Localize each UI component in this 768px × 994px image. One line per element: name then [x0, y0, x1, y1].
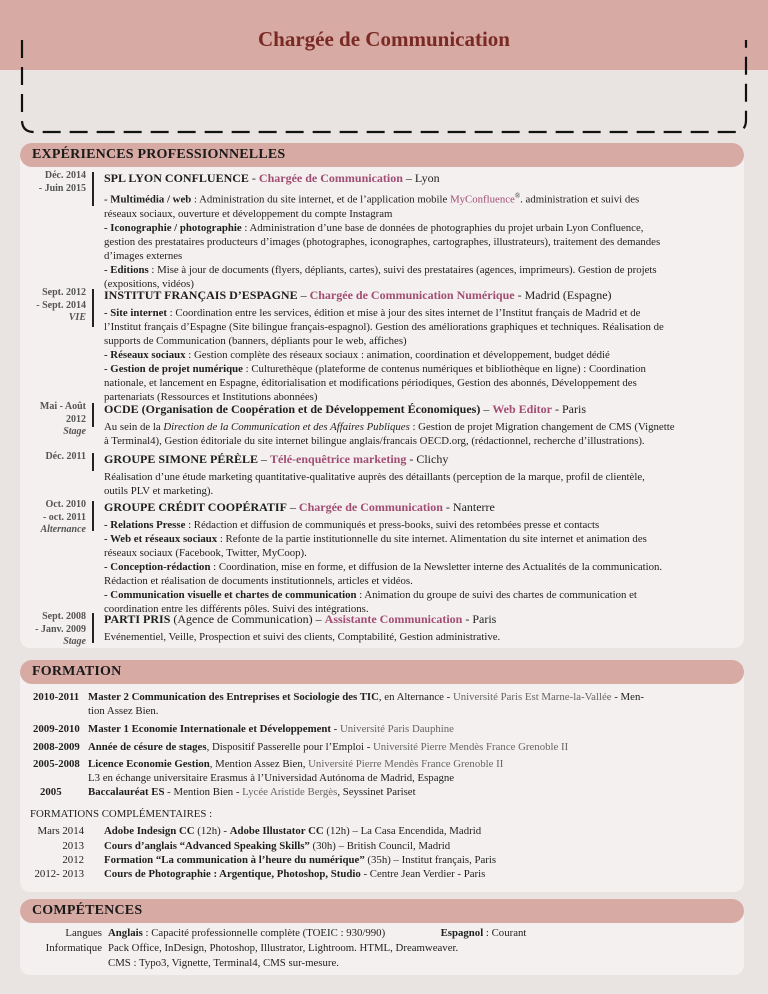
- formation-year: 2005-2008: [33, 758, 80, 770]
- date-divider: [92, 501, 94, 531]
- company-name: GROUPE SIMONE PÉRÈLE: [104, 452, 259, 466]
- formation-line-2: tion Assez Bien.: [88, 705, 159, 717]
- formation-text: [88, 740, 728, 754]
- formation-comp-year: 2012- 2013: [34, 868, 84, 880]
- title-separator: (Agence de Communication) –: [170, 612, 325, 626]
- section-experiences: EXPÉRIENCES PROFESSIONNELLES: [20, 143, 744, 167]
- line-text: : Rédaction et diffusion de communiqués et press-books, suivi des retombées presse et contacts: [185, 519, 600, 531]
- date-end: - Juin 2015: [38, 182, 86, 194]
- formation-line: [88, 690, 728, 704]
- formation-comp-year: 2012: [62, 854, 84, 866]
- contract-type: Alternance: [40, 524, 86, 535]
- formation-year: 2005: [40, 786, 62, 798]
- experience-line: d’images externes: [104, 249, 183, 262]
- line-italic: Direction de la Communication et des Affaires Publiques: [163, 421, 410, 433]
- line-text: : Coordination, mise en forme, et diffusion de la Newsletter interne des Actualités de la communication.: [210, 561, 663, 573]
- title-separator: -: [462, 612, 473, 626]
- date-end: - oct. 2011: [42, 511, 86, 523]
- formation-year: 2010-2011: [33, 691, 80, 703]
- experience-body: [104, 611, 734, 644]
- experience-line: à Terminal4), Gestion éditoriale du site internet bilingue anglais/francais OECD.org, (rédactionnel, recherche d’illustrations).: [104, 435, 645, 447]
- formation-line: [88, 785, 728, 799]
- title-separator: –: [258, 452, 271, 466]
- company-name: OCDE (Organisation de Coopération et de Développement Économiques): [104, 402, 481, 416]
- degree-detail: - Mention Bien -: [164, 786, 243, 798]
- line-label: - Relations Presse: [104, 519, 186, 531]
- experience-body: [104, 287, 734, 404]
- anglais-label: Anglais: [108, 927, 143, 939]
- school-name: Université Paris Est Marne-la-Vallée: [452, 691, 612, 703]
- formation-year: 2009-2010: [33, 723, 80, 735]
- title-separator: –: [297, 288, 310, 302]
- contract-type: Stage: [63, 426, 86, 437]
- date-end: - Sept. 2014: [36, 299, 86, 311]
- date-divider: [92, 453, 94, 471]
- date-end: - Janv. 2009: [35, 623, 86, 635]
- title-separator: -: [406, 452, 417, 466]
- experience-title: [104, 287, 734, 303]
- line-text: : Administration d’une base de données de photographies du projet urbain Lyon Confluence,: [241, 221, 644, 234]
- degree-name: Licence Economie Gestion: [88, 758, 210, 770]
- title-separator: -: [248, 171, 259, 185]
- experience-date: [24, 170, 86, 195]
- line-label: - Iconographie / photographie: [104, 221, 242, 234]
- course-name: Formation “La communication à l’heure du numérique”: [104, 854, 365, 866]
- line-text: : Refonte de la partie institutionnelle du site internet. Alimentation du site internet et animation des: [217, 533, 647, 545]
- experience-line: [104, 420, 734, 434]
- experience-line: l’Institut français d’Espagne (Site bilingue français-espagnol). Gestion des améliorations graphiques et techniques. Réalisation de: [104, 321, 664, 333]
- company-name: PARTI PRIS: [104, 612, 171, 626]
- course-detail: (30h) – British Council, Madrid: [309, 840, 451, 852]
- course-name: Cours de Photographie : Argentique, Photoshop, Studio: [104, 868, 361, 880]
- formation-year: 2008-2009: [33, 741, 80, 753]
- formation-comp-text: [104, 867, 724, 881]
- experience-line: [104, 518, 734, 532]
- line-label: - Communication visuelle et chartes de communication: [104, 589, 357, 601]
- experience-line: Evénementiel, Veille, Prospection et suivi des clients, Comptabilité, Gestion administrative.: [104, 631, 501, 643]
- course-detail: (12h) -: [194, 825, 230, 837]
- title-separator: -: [552, 402, 562, 416]
- experience-line: [104, 560, 734, 574]
- line-label: - Multimédia / web: [104, 193, 192, 206]
- title-separator: -: [514, 288, 525, 302]
- experience-line: Rédaction et réalisation de documents institutionnels, articles et vidéos.: [104, 575, 413, 587]
- line-label: - Site internet: [104, 307, 167, 319]
- degree-tail: - Men-: [611, 691, 644, 703]
- title-separator: -: [442, 500, 453, 514]
- job-role: Télé-enquêtrice marketing: [270, 452, 407, 466]
- informatique-label: Informatique: [45, 942, 102, 954]
- experience-line: [104, 588, 734, 602]
- date-divider: [92, 613, 94, 643]
- school-name: Université Pierre Mendès France Grenoble II: [308, 758, 504, 770]
- line-text: : Gestion complète des réseaux sociaux : animation, coordination et développement, budget dédié: [185, 349, 610, 361]
- line-text: : Coordination entre les services, édition et mise à jour des sites internet de l’Institut français de Madrid et de: [166, 307, 641, 319]
- experience-line: Réalisation d’une étude marketing quantitative-qualitative auprès des détaillants (perception de la marque, profil de clientèle,: [104, 471, 645, 483]
- job-location: Paris: [562, 402, 586, 416]
- experience-line: [104, 263, 734, 277]
- job-location: Nanterre: [452, 500, 495, 514]
- title-separator: –: [402, 171, 415, 185]
- school-name: Lycée Aristide Bergès: [242, 786, 338, 798]
- line-text: : Animation du groupe de suivi des chartes de communication et: [356, 589, 637, 601]
- line-text: : Mise à jour de documents (flyers, dépliants, cartes), suivi des prestataires (agences, imprimeurs). Gestion de projets: [148, 263, 657, 276]
- experience-body: [104, 170, 734, 291]
- line-label: - Web et réseaux sociaux: [104, 533, 218, 545]
- line-text: : Administration du site internet, et de l’application mobile: [191, 193, 451, 206]
- line-text: : Gestion de projet Migration changement de CMS (Vignette: [409, 421, 675, 433]
- course-name: Cours d’anglais “Advanced Speaking Skills”: [104, 840, 310, 852]
- experience-date: [24, 401, 86, 439]
- date-divider: [92, 289, 94, 327]
- section-competences: COMPÉTENCES: [20, 899, 744, 923]
- experience-line: [104, 362, 734, 376]
- experience-line: (expositions, vidéos): [104, 277, 194, 290]
- date-divider: [92, 172, 94, 206]
- formation-comp-text: [104, 853, 724, 867]
- formation-line-2: L3 en échange universitaire Erasmus à l’Universidad Autónoma de Madrid, Espagne: [88, 772, 455, 784]
- app-name: MyConfluence: [450, 193, 515, 206]
- langues-label: Langues: [65, 927, 102, 939]
- formation-text: [88, 722, 728, 736]
- experience-line: [104, 348, 734, 362]
- date-start: Sept. 2008: [42, 611, 86, 622]
- informatique-line1: Pack Office, InDesign, Photoshop, Illustrator, Lightroom. HTML, Dreamweaver.: [108, 942, 459, 954]
- experience-date: [24, 499, 86, 537]
- experience-title: [104, 170, 734, 186]
- experience-title: [104, 499, 734, 515]
- line-label: - Réseaux sociaux: [104, 349, 186, 361]
- job-role: Assistante Communication: [324, 612, 463, 626]
- job-role: Chargée de Communication: [258, 171, 403, 185]
- formation-line: [88, 722, 728, 736]
- line-text: : Culturethèque (plateforme de contenus numériques et bibliothèque en ligne) : Coordination: [242, 363, 646, 375]
- espagnol-text: : Courant: [483, 927, 527, 939]
- experience-line: partenariats (Ressources et Institutions abonnées): [104, 391, 318, 403]
- line-text: . administration et suivi des: [520, 193, 640, 206]
- job-location: Paris: [472, 612, 497, 626]
- line-text: Au sein de la: [104, 421, 164, 433]
- date-start: Mai - Août: [39, 401, 86, 412]
- experience-line: gestion des prestataires producteurs d’images (photographes, iconographes, cartographes, illustrateurs), traitement des demandes: [104, 235, 661, 248]
- informatique-line2: CMS : Typo3, Vignette, Terminal4, CMS sur-mesure.: [108, 957, 339, 969]
- experience-line: [104, 221, 734, 235]
- page-title: Chargée de Communication: [258, 27, 510, 51]
- degree-detail: , en Alternance -: [378, 691, 453, 703]
- formation-line: [88, 757, 728, 771]
- job-role: Web Editor: [492, 402, 552, 416]
- line-label: - Conception-rédaction: [104, 561, 211, 573]
- degree-name: Master 2 Communication des Entreprises et Sociologie des TIC: [88, 691, 379, 703]
- experience-line: nationale, et lancement en Espagne, éditorialisation et modifications périodiques, Gestion des abonnés, Développement des: [104, 377, 637, 389]
- contract-type: Stage: [63, 636, 86, 647]
- date-divider: [92, 403, 94, 427]
- header-dashed-frame: [0, 0, 768, 140]
- degree-detail: , Mention Assez Bien,: [209, 758, 309, 770]
- degree-detail: -: [330, 723, 340, 735]
- experience-line: outils PLV et marketing).: [104, 485, 214, 497]
- course-detail: (12h) – La Casa Encendida, Madrid: [323, 825, 482, 837]
- title-separator: –: [286, 500, 299, 514]
- experience-line: [104, 306, 734, 320]
- formations-complementaires-label: FORMATIONS COMPLÉMENTAIRES :: [30, 808, 213, 820]
- degree-name: Année de césure de stages: [88, 741, 207, 753]
- experience-body: [104, 499, 734, 616]
- formation-comp-year: 2013: [62, 840, 84, 852]
- formation-comp-text: [104, 824, 724, 838]
- degree-name: Baccalauréat ES: [88, 786, 165, 798]
- experience-title: [104, 401, 734, 417]
- espagnol-label: Espagnol: [440, 927, 484, 939]
- school-name: Université Pierre Mendès France Grenoble II: [373, 741, 569, 753]
- company-name: GROUPE CRÉDIT COOPÉRATIF: [104, 500, 287, 514]
- experience-line: [104, 189, 734, 207]
- date-start: Oct. 2010: [45, 499, 86, 510]
- degree-tail: , Seyssinet Pariset: [337, 786, 416, 798]
- job-location: Clichy: [416, 452, 449, 466]
- experience-line: supports de Communication (banners, dépliants pour le web, affiches): [104, 335, 407, 347]
- degree-detail: , Dispositif Passerelle pour l’Emploi -: [206, 741, 373, 753]
- job-role: Chargée de Communication Numérique: [309, 288, 515, 302]
- company-name: INSTITUT FRANÇAIS D’ESPAGNE: [104, 288, 298, 302]
- formation-text: [88, 785, 728, 799]
- line-label: - Gestion de projet numérique: [104, 363, 243, 375]
- experience-date: [24, 451, 86, 464]
- formation-text: [88, 757, 728, 785]
- experience-body: [104, 401, 734, 448]
- experience-line: réseaux sociaux (Facebook, Twitter, MyCoop).: [104, 547, 307, 559]
- anglais-text: : Capacité professionnelle complète (TOEIC : 930/990): [142, 927, 386, 939]
- job-location: Madrid (Espagne): [524, 288, 612, 302]
- line-label: - Editions: [104, 263, 149, 276]
- section-formation: FORMATION: [20, 660, 744, 684]
- school-name: Université Paris Dauphine: [339, 723, 454, 735]
- date-end: 2012: [66, 413, 86, 425]
- course-name: Adobe Indesign CC: [104, 825, 195, 837]
- date-start: Déc. 2014: [44, 170, 86, 181]
- course-detail: - Centre Jean Verdier - Paris: [360, 868, 486, 880]
- company-name: SPL LYON CONFLUENCE: [104, 171, 249, 185]
- title-separator: –: [480, 402, 493, 416]
- experience-line: coordination entre les différents pôles. Suivi des intégrations.: [104, 603, 369, 615]
- job-location: Lyon: [414, 171, 440, 185]
- experience-title: [104, 611, 734, 627]
- registered-mark: ®: [514, 192, 521, 200]
- experience-line: réseaux sociaux, ouverture et développement du compte Instagram: [104, 207, 393, 220]
- date-start: Déc. 2011: [45, 451, 86, 462]
- course-name: Adobe Illustator CC: [229, 825, 324, 837]
- experience-date: [24, 611, 86, 649]
- experience-line: [104, 532, 734, 546]
- degree-name: Master 1 Economie Internationale et Développement: [88, 723, 331, 735]
- job-role: Chargée de Communication: [298, 500, 443, 514]
- experience-title: [104, 451, 734, 467]
- formation-comp-text: [104, 839, 724, 853]
- experience-date: [24, 287, 86, 325]
- date-start: Sept. 2012: [42, 287, 86, 298]
- course-detail: (35h) – Institut français, Paris: [364, 854, 497, 866]
- formation-comp-year: Mars 2014: [37, 825, 84, 837]
- formation-text: [88, 690, 728, 718]
- formation-line: [88, 740, 728, 754]
- experience-body: [104, 451, 734, 498]
- contract-type: VIE: [68, 312, 86, 323]
